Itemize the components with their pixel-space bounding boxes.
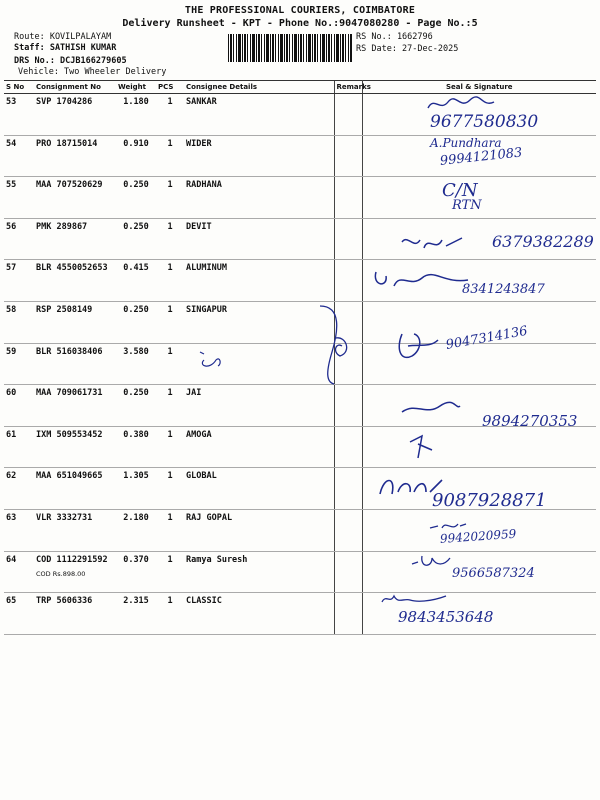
col-remarks: Remarks [334, 81, 362, 94]
row-sno: 64 [4, 551, 34, 593]
table-row [4, 426, 596, 468]
row-remarks [334, 385, 362, 427]
row-weight: 3.580 [116, 343, 156, 385]
remarks-scribble [312, 302, 356, 386]
handwritten-phone: 9942020959 [439, 526, 517, 546]
handwritten-phone: 9677580830 [430, 112, 539, 132]
row-weight: 0.250 [116, 177, 156, 219]
row-weight: 0.250 [116, 218, 156, 260]
col-consignee: Consignee Details [184, 81, 334, 94]
row-consignment: PMK 289867 [34, 218, 116, 260]
row-consignee: RADHANA [184, 177, 334, 219]
row-weight: 0.250 [116, 301, 156, 343]
table-row [4, 593, 596, 635]
table-header-row [4, 81, 596, 94]
row-pcs: 1 [156, 385, 184, 427]
row-consignment: PRO 18715014 [34, 135, 116, 177]
row-pcs: 1 [156, 218, 184, 260]
row-consignee: GLOBAL [184, 468, 334, 510]
handwritten-phone: 6379382289 [492, 232, 594, 251]
row-weight: 1.305 [116, 468, 156, 510]
row-consignee: CLASSIC [184, 593, 334, 635]
row-consignment: MAA 651049665 [34, 468, 116, 510]
handwritten-phone: 9843453648 [398, 608, 494, 626]
row-sno: 57 [4, 260, 34, 302]
row-sno: 59 [4, 343, 34, 385]
row-weight: 0.380 [116, 426, 156, 468]
row-pcs: 1 [156, 301, 184, 343]
row-pcs: 1 [156, 509, 184, 551]
row-consignment: VLR 3332731 [34, 509, 116, 551]
signature-scribble [398, 232, 478, 254]
route-label: Route: KOVILPALAYAM [14, 32, 112, 42]
row-weight: 0.250 [116, 385, 156, 427]
row-weight: 2.180 [116, 509, 156, 551]
row-sno: 58 [4, 301, 34, 343]
signature-scribble [396, 396, 466, 466]
barcode-image [228, 34, 352, 62]
row-pcs: 1 [156, 343, 184, 385]
signature-scribble [392, 326, 442, 366]
company-title: THE PROFESSIONAL COURIERS, COIMBATORE [184, 5, 416, 16]
row-consignment [34, 551, 116, 593]
row-weight: 0.370 [116, 551, 156, 593]
consignee-scribble [196, 348, 226, 370]
row-weight: 0.910 [116, 135, 156, 177]
row-consignee: SINGAPUR [184, 301, 334, 343]
row-consignee: DEVIT [184, 218, 334, 260]
row-consignment: TRP 5606336 [34, 593, 116, 635]
row-consignment: BLR 516038406 [34, 343, 116, 385]
col-weight: Weight [116, 81, 156, 94]
row-pcs: 1 [156, 260, 184, 302]
row-remarks [334, 177, 362, 219]
row-sno: 63 [4, 509, 34, 551]
row-consignee: Ramya Suresh [184, 551, 334, 593]
row-sno: 61 [4, 426, 34, 468]
row-consignee: SANKAR [184, 94, 334, 136]
row-pcs: 1 [156, 94, 184, 136]
row-sno: 54 [4, 135, 34, 177]
drs-label: DRS No.: DCJB166279605 [14, 56, 127, 66]
signature-scribble [370, 266, 475, 294]
staff-label: Staff: SATHISH KUMAR [14, 43, 117, 53]
row-sno: 60 [4, 385, 34, 427]
row-remarks [334, 260, 362, 302]
row-sno: 62 [4, 468, 34, 510]
row-pcs: 1 [156, 468, 184, 510]
col-pcs: PCS [156, 81, 184, 94]
table-row [4, 343, 596, 385]
row-pcs: 1 [156, 426, 184, 468]
row-consignee: WIDER [184, 135, 334, 177]
row-sno: 65 [4, 593, 34, 635]
row-remarks [334, 468, 362, 510]
handwritten-phone: 9566587324 [452, 566, 535, 581]
row-consignment: SVP 1704286 [34, 94, 116, 136]
rs-number: RS No.: 1662796 [356, 32, 433, 42]
handwritten-phone: 9047314136 [444, 323, 529, 353]
cod-amount: COD Rs.898.00 [36, 569, 86, 578]
col-consignment: Consignment No [34, 81, 116, 94]
handwritten-note: RTN [452, 198, 482, 213]
signature-scribble [380, 592, 450, 606]
handwritten-phone: 9087928871 [432, 490, 547, 511]
row-sno: 55 [4, 177, 34, 219]
row-consignee: RAJ GOPAL [184, 509, 334, 551]
handwritten-phone: 9894270353 [482, 412, 578, 430]
row-remarks [334, 551, 362, 593]
row-consignee: JAI [184, 385, 334, 427]
runsheet-table [4, 80, 596, 635]
handwritten-phone: 9994121083 [439, 145, 524, 169]
row-remarks [334, 94, 362, 136]
handwritten-note: C/N [442, 180, 478, 201]
row-consignment-number: COD 1112291592 [36, 554, 108, 565]
row-weight: 2.315 [116, 593, 156, 635]
rs-date: RS Date: 27-Dec-2025 [356, 44, 459, 54]
row-pcs: 1 [156, 593, 184, 635]
row-consignment: RSP 2508149 [34, 301, 116, 343]
row-consignee: AMOGA [184, 426, 334, 468]
vehicle-label: Vehicle: Two Wheeler Delivery [18, 67, 167, 77]
row-pcs: 1 [156, 177, 184, 219]
row-remarks [334, 426, 362, 468]
row-consignment: BLR 4550052653 [34, 260, 116, 302]
row-sno: 53 [4, 94, 34, 136]
row-pcs: 1 [156, 551, 184, 593]
row-weight: 0.415 [116, 260, 156, 302]
row-remarks [334, 218, 362, 260]
row-remarks [334, 135, 362, 177]
handwritten-name: A.Pundhara [430, 136, 502, 150]
row-consignment: IXM 509553452 [34, 426, 116, 468]
row-consignment: MAA 707520629 [34, 177, 116, 219]
row-consignment: MAA 709061731 [34, 385, 116, 427]
table-row [4, 177, 596, 219]
runsheet-title: Delivery Runsheet - KPT - Phone No.:9047080280 - Page No.:5 [122, 18, 478, 29]
row-pcs: 1 [156, 135, 184, 177]
col-sno: S No [4, 81, 34, 94]
row-consignee: ALUMINUM [184, 260, 334, 302]
signature-scribble [410, 552, 456, 570]
signature-scribble [420, 94, 500, 114]
col-seal: Seal & Signature [362, 81, 596, 94]
row-remarks [334, 593, 362, 635]
handwritten-phone: 8341243847 [462, 282, 545, 297]
row-weight: 1.180 [116, 94, 156, 136]
row-remarks [334, 509, 362, 551]
row-sno: 56 [4, 218, 34, 260]
